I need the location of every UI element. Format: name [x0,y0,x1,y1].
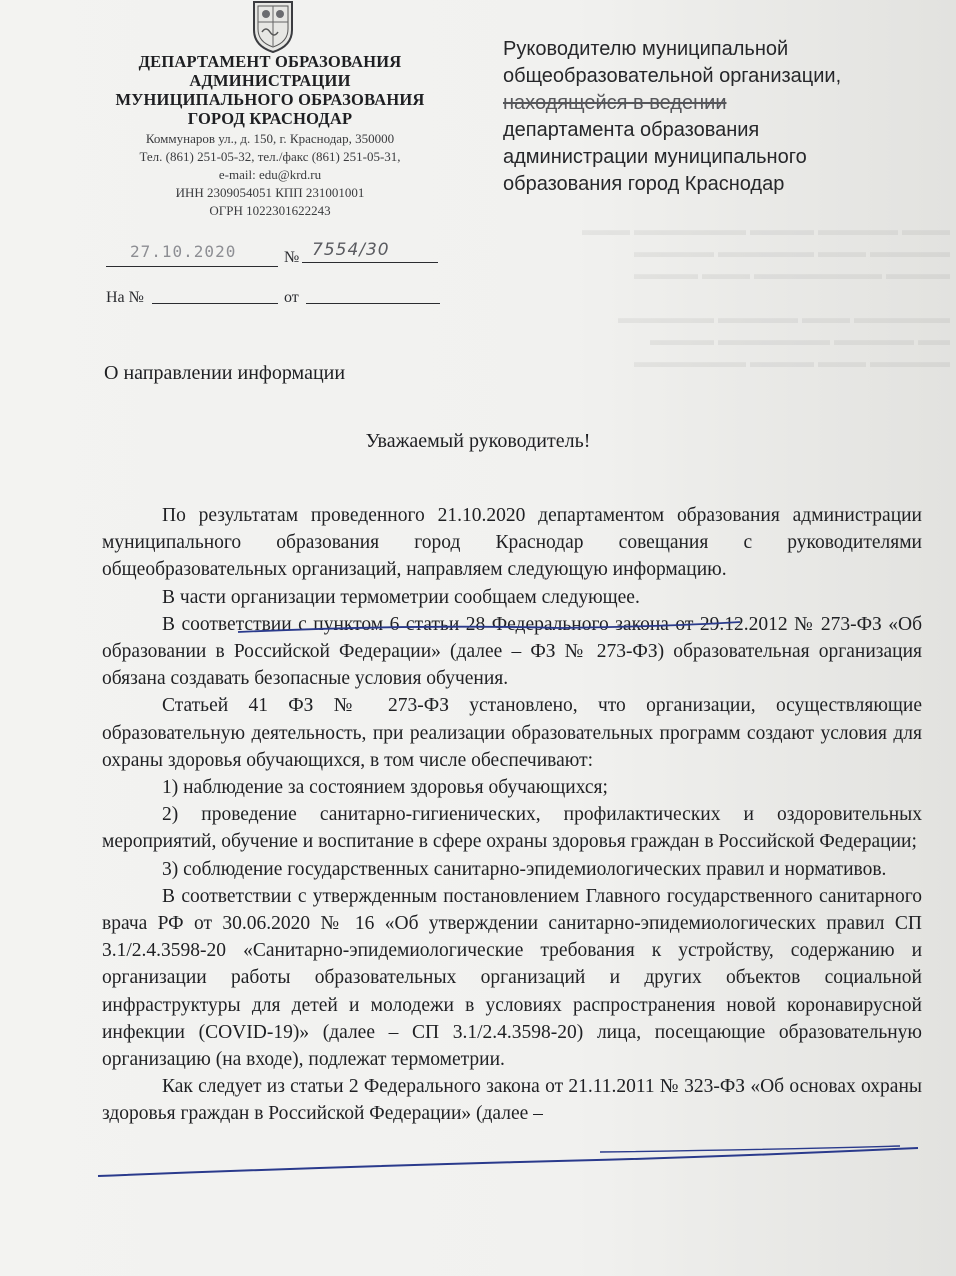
number-line [302,262,438,263]
recipient-block [503,36,913,198]
sender-contact-line: Коммунаров ул., д. 150, г. Краснодар, 350000 [145,131,395,146]
coat-of-arms-icon [248,0,298,54]
body-paragraph: В части организации термометрии сообщаем следующее. [162,586,640,608]
sender-org-line: АДМИНИСТРАЦИИ [189,71,351,90]
body-paragraph: 3) соблюдение государственных санитарно-эпидемиологических правил и нормативов. [162,858,887,880]
sender-org-line: ДЕПАРТАМЕНТ ОБРАЗОВАНИЯ [138,52,402,71]
recipient-line: образования город Краснодар [503,173,785,195]
letter-subject: О направлении информации [104,362,346,384]
body-paragraph: Статьей 41 ФЗ № 273-ФЗ установлено, что организации, осуществляющие образовательную деятельность, при реализации образовательных программ создают условия для охраны здоровья обучающихся, в том числе обеспечивают: [102,695,922,771]
recipient-line: Руководителю муниципальной [503,38,789,60]
body-paragraph: В соответствии с пунктом 6 статьи 28 Федерального закона от 29.12.2012 № 273-ФЗ «Об образовании в Российской Федерации» (далее – ФЗ № 273-ФЗ) образовательная организация обязана создавать безопасные условия обучения. [102,613,922,690]
handwritten-number: 7554/30 [312,240,390,260]
recipient-line: департамента образования [503,119,760,141]
from-label: от [284,289,299,306]
salutation: Уважаемый руководитель! [365,430,591,452]
sender-contact-line: ИНН 2309054051 КПП 231001001 [175,185,365,200]
sender-contact-line: e-mail: edu@krd.ru [218,167,322,182]
recipient-line: общеобразовательной организации, [503,65,842,87]
sender-block [100,52,440,220]
date-line [106,266,278,267]
body-paragraph: Как следует из статьи 2 Федерального закона от 21.11.2011 № 323-ФЗ «Об основах охраны здоровья граждан в Российской Федерации» (далее – [102,1076,922,1125]
from-line [306,303,440,304]
body-paragraph: В соответствии с утвержденным постановлением Главного государственного санитарного врача РФ от 30.06.2020 № 16 «Об утверждении санитарно-эпидемиологических правил СП 3.1/2.4.3598-20 «Санитарно-эпидемиологические требования к устройству, содержанию и организации работы образовательных организаций и других объектов социальной инфраструктуры для детей и молодежи в условиях распространения новой коронавирусной инфекции (COVID-19)» (далее – СП 3.1/2.4.3598-20) лица, посещающие образовательную организацию (на входе), подлежат термометрии. [102,885,922,1071]
body-paragraph: По результатам проведенного 21.10.2020 департаментом образования администрации муниципального образования город Краснодар совещания с руководителями общеобразовательных организаций, направляем следующую информацию. [102,505,922,581]
ref-line [152,303,278,304]
date-stamp: 27.10.2020 [130,242,237,261]
body-paragraph: 1) наблюдение за состоянием здоровья обучающихся; [162,777,608,799]
body-paragraph: 2) проведение санитарно-гигиенических, профилактических и оздоровительных мероприятий, обучение и воспитание в сфере охраны здоровья граждан в Российской Федерации; [102,804,922,853]
number-label: № [284,249,300,266]
recipient-line: администрации муниципального [503,146,807,168]
ref-label: На № [106,289,144,306]
sender-contact-line: Тел. (861) 251-05-32, тел./факс (861) 251-05-31, [139,149,401,164]
bleed-through-texture: ▬▬▬ ▬▬▬▬▬ ▬▬▬▬ ▬▬▬▬▬▬▬ ▬▬▬ ▬▬▬▬▬ ▬▬▬ ▬▬▬▬▬▬ ▬▬▬▬▬ ▬▬▬▬ ▬▬▬▬▬▬▬▬ ▬▬▬ ▬▬▬▬ ▬▬▬▬▬▬ ▬▬▬ ▬▬▬▬▬ ▬▬▬▬▬▬ ▬▬ ▬▬▬▬▬ ▬▬▬▬▬▬▬ ▬▬▬▬ ▬▬▬▬▬ ▬▬▬ ▬▬▬▬ ▬▬▬▬▬▬▬ [582,222,950,371]
sender-contact-line: ОГРН 1022301622243 [209,203,331,218]
sender-org-line: МУНИЦИПАЛЬНОГО ОБРАЗОВАНИЯ [115,90,425,109]
recipient-line: находящейся в ведении [503,92,727,114]
sender-org-line: ГОРОД КРАСНОДАР [187,109,353,128]
letter-body [102,502,922,1128]
